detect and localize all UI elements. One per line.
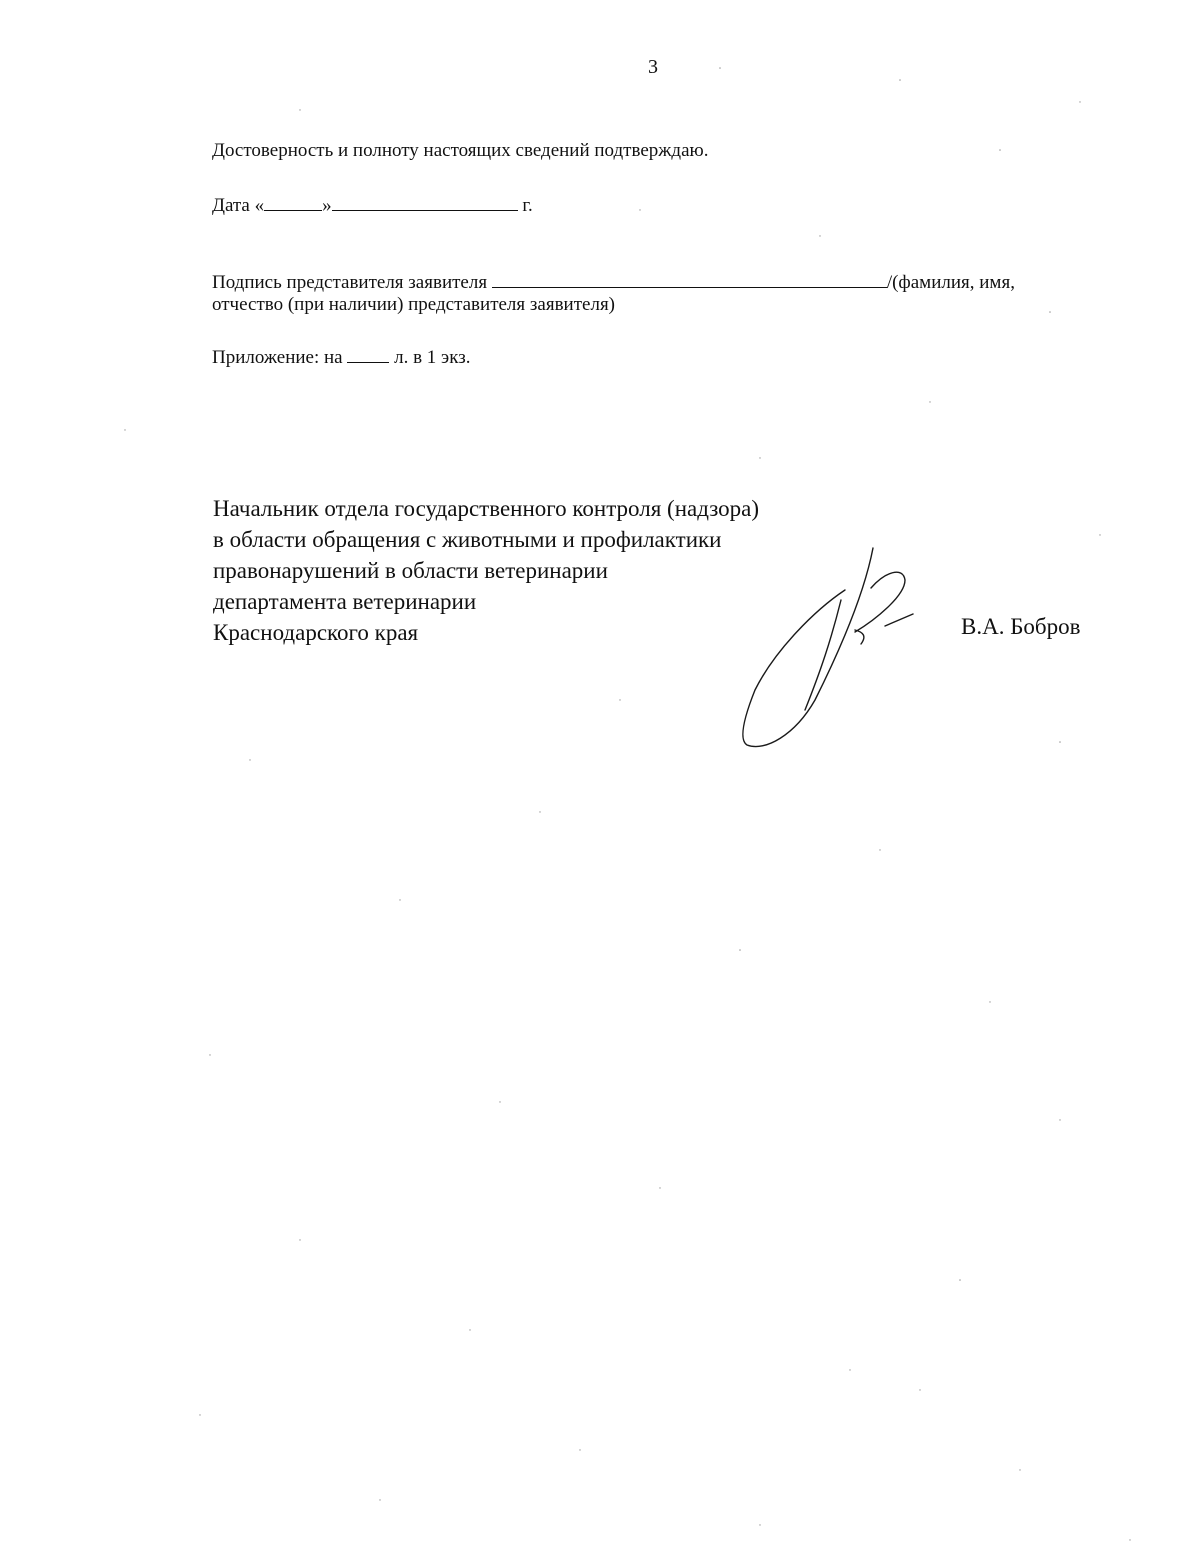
representative-name-caption: отчество (при наличии) представителя заявителя) bbox=[212, 294, 616, 315]
attachment-suffix: л. в 1 экз. bbox=[394, 347, 471, 368]
date-label: Дата « bbox=[212, 195, 265, 216]
signatory-name: В.А. Бобров bbox=[961, 614, 1081, 639]
signature-label: Подпись представителя заявителя bbox=[212, 272, 488, 293]
date-year-suffix: г. bbox=[522, 195, 533, 216]
position-line: Краснодарского края bbox=[213, 620, 419, 645]
position-line: в области обращения с животными и профилактики bbox=[213, 527, 722, 552]
signature-suffix: /(фамилия, имя, bbox=[886, 272, 1015, 293]
date-quote-close: » bbox=[322, 195, 332, 216]
attachment-prefix: Приложение: на bbox=[212, 347, 343, 368]
position-line: правонарушений в области ветеринарии bbox=[213, 558, 608, 583]
position-line: департамента ветеринарии bbox=[213, 589, 477, 614]
position-line: Начальник отдела государственного контроля (надзора) bbox=[213, 496, 760, 521]
page-number: 3 bbox=[648, 56, 658, 78]
confirmation-statement: Достоверность и полноту настоящих сведений подтверждаю. bbox=[212, 140, 709, 161]
